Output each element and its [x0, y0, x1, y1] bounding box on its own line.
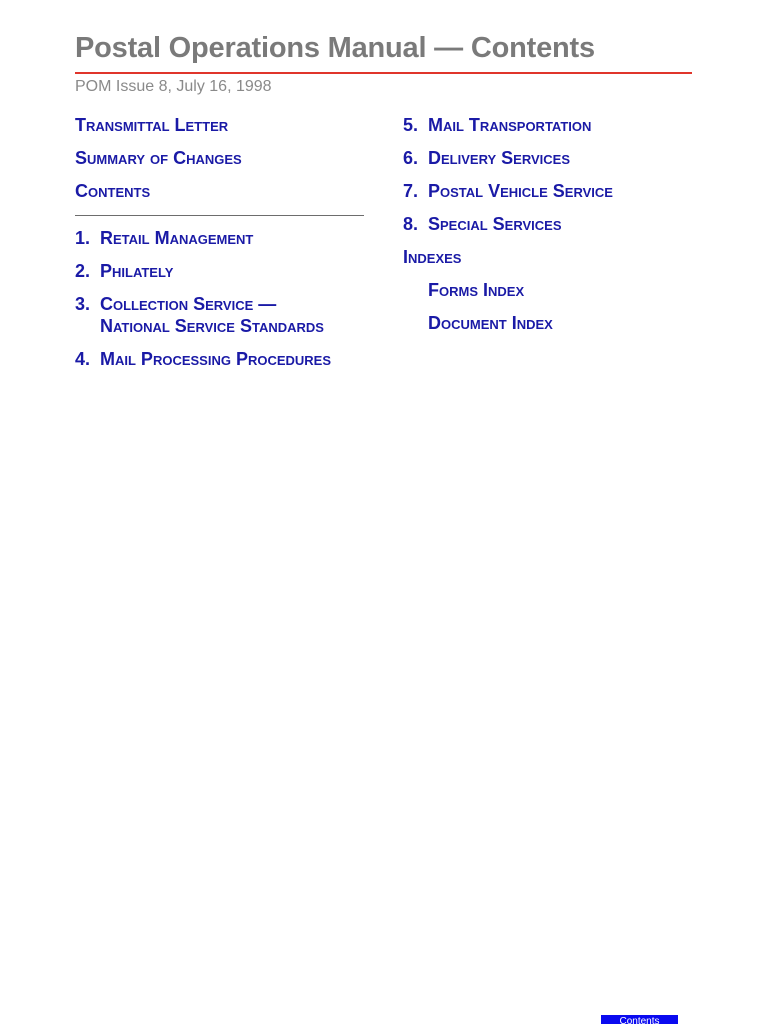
left-column — [75, 114, 375, 370]
link-summary-of-changes[interactable]: Summary of Changes — [75, 148, 242, 168]
link-chapter-7-postal-vehicle-service[interactable] — [403, 180, 703, 202]
chapter-number: 5. — [403, 115, 419, 135]
link-forms-index[interactable]: Forms Index — [428, 280, 525, 300]
link-chapter-2-philately[interactable] — [75, 260, 375, 282]
link-document-index[interactable]: Document Index — [428, 313, 553, 333]
chapter-number: 4. — [75, 349, 91, 369]
chapter-label: Delivery Services — [428, 148, 570, 168]
link-transmittal-letter[interactable]: Transmittal Letter — [75, 115, 229, 135]
link-chapter-3-collection-service[interactable] — [75, 293, 375, 337]
link-chapter-5-mail-transportation[interactable] — [403, 114, 703, 136]
chapter-number: 2. — [75, 261, 91, 281]
chapter-label-line-2: National Service Standards — [100, 316, 324, 336]
link-chapter-6-delivery-services[interactable] — [403, 147, 703, 169]
chapter-label: Postal Vehicle Service — [428, 181, 613, 201]
chapter-label: Special Services — [428, 214, 562, 234]
chapter-number: 3. — [75, 294, 91, 314]
chapter-label-line-1: Collection Service — — [100, 294, 277, 314]
link-chapter-8-special-services[interactable] — [403, 213, 703, 235]
right-column — [403, 114, 703, 334]
chapter-number: 1. — [75, 228, 91, 248]
chapter-label: Philately — [100, 261, 174, 281]
contents-button[interactable]: Contents — [601, 1015, 678, 1024]
link-contents[interactable]: Contents — [75, 181, 151, 201]
chapter-label: Retail Management — [100, 228, 254, 248]
issue-subtitle: POM Issue 8, July 16, 1998 — [75, 78, 272, 95]
section-divider — [75, 215, 364, 216]
chapter-number: 8. — [403, 214, 419, 234]
chapter-number: 6. — [403, 148, 419, 168]
chapter-label: Mail Transportation — [428, 115, 592, 135]
title-divider — [75, 72, 692, 74]
chapter-label: Mail Processing Procedures — [100, 349, 332, 369]
link-indexes[interactable]: Indexes — [403, 247, 462, 267]
link-chapter-4-mail-processing[interactable] — [75, 348, 375, 370]
link-chapter-1-retail-management[interactable] — [75, 227, 375, 249]
chapter-number: 7. — [403, 181, 419, 201]
page-title: Postal Operations Manual — Contents — [75, 32, 595, 64]
